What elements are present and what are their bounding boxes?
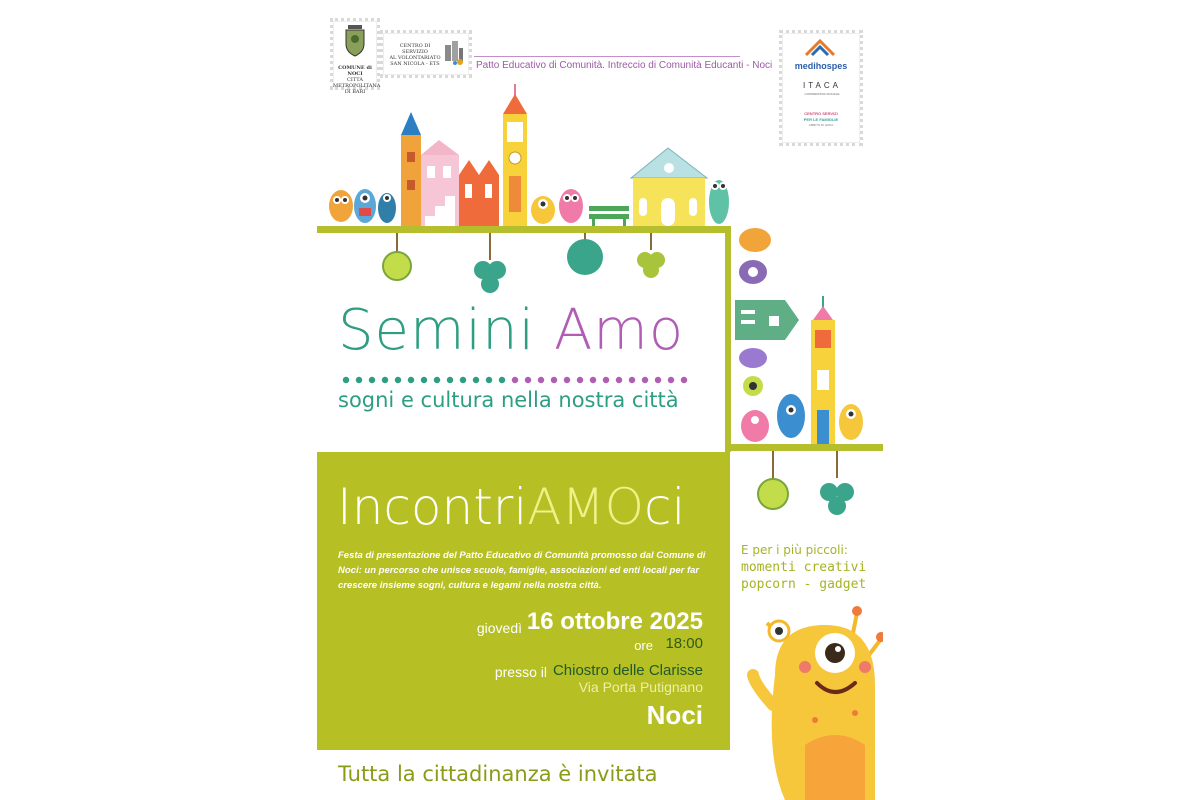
title-dot [512, 377, 518, 383]
pink-house [421, 140, 459, 226]
csv-line1: CENTRO DI SERVIZIO [399, 43, 431, 55]
comune-sub2: METROPOLITANA [333, 83, 381, 89]
main-title [338, 298, 684, 363]
hanging-fruits-lower [758, 451, 854, 515]
csv-emblem-icon [443, 39, 465, 67]
monster-orange [329, 190, 353, 222]
title-dot [434, 377, 440, 383]
invite-text: Tutta la cittadinanza è invitata [338, 762, 658, 786]
monster-yellow [531, 196, 555, 224]
monster-green-tall [709, 180, 729, 224]
bell-tower [503, 84, 527, 226]
title-dot [499, 377, 505, 383]
event-name [337, 478, 685, 536]
title-dot [616, 377, 622, 383]
partner3-line1: CENTRO SERVIZI [804, 111, 838, 116]
title-dot [460, 377, 466, 383]
medihospes-roof-icon [802, 37, 838, 59]
partner3-line2: PER LE FAMIGLIE [803, 117, 839, 122]
event-time-label: ore [634, 638, 653, 653]
kids-line3: popcorn - gadget [741, 577, 867, 592]
title-dot [369, 377, 375, 383]
csv-san-nicola-logo [380, 30, 472, 78]
coat-of-arms-icon [333, 21, 377, 61]
monster-teal [378, 193, 396, 223]
title-part2: Amo [553, 298, 685, 363]
title-part1: Semini [338, 298, 536, 363]
csv-line3: SAN NICOLA - ETS [390, 61, 440, 67]
title-dot [473, 377, 479, 383]
event-weekday: giovedì [476, 620, 522, 636]
title-dot [577, 377, 583, 383]
title-dot [356, 377, 362, 383]
title-dot [564, 377, 570, 383]
event-place-label: presso il [494, 664, 547, 680]
partner3-line3: AMBITO DI GIOIA [808, 123, 834, 127]
csv-line2: AL VOLONTARIATO [389, 55, 441, 61]
kids-line2: momenti creativi [741, 560, 867, 575]
partner2-name: ITACA [803, 81, 841, 90]
title-dot [629, 377, 635, 383]
hanging-fruits-top [383, 233, 665, 293]
event-street: Via Porta Putignano [578, 679, 703, 695]
event-place: Chiostro delle Clarisse [552, 662, 703, 679]
kids-info [741, 542, 866, 593]
event-time: 18:00 [665, 635, 703, 652]
title-dot [382, 377, 388, 383]
event-city: Noci [646, 700, 703, 730]
partner1-name: medihospes [794, 61, 848, 71]
top-shelf [317, 226, 730, 233]
title-dot [486, 377, 492, 383]
title-dot [447, 377, 453, 383]
tower-right [811, 296, 835, 444]
title-dots [342, 376, 694, 384]
event-name-part3: ci [643, 478, 686, 536]
event-date: 16 ottobre 2025 [526, 608, 703, 635]
yellow-monster-mascot [745, 605, 883, 800]
title-dot [668, 377, 674, 383]
blue-tower [401, 112, 421, 226]
title-dot [655, 377, 661, 383]
lower-shelf [725, 444, 883, 451]
title-dot [408, 377, 414, 383]
monster-blue [354, 189, 376, 223]
green-bench [589, 206, 629, 226]
event-description: Festa di presentazione del Patto Educativo di Comunità promosso dal Comune di Noci: un percorso che unisce scuole, famiglie, associazioni ed enti locali per far crescere insieme sogni, cultura e legami nella nostra città. [338, 550, 706, 591]
title-dot [551, 377, 557, 383]
title-dot [590, 377, 596, 383]
right-monsters [735, 228, 863, 442]
kids-line1: E per i più piccoli: [741, 543, 848, 557]
patto-educativo-text: Patto Educativo di Comunità. Intreccio di Comunità Educanti - Noci [476, 60, 773, 71]
yellow-church [631, 148, 707, 226]
title-dot [525, 377, 531, 383]
title-dot [395, 377, 401, 383]
title-dot [343, 377, 349, 383]
title-dot [642, 377, 648, 383]
vertical-shelf [725, 226, 731, 452]
event-name-part2: AMO [527, 478, 644, 536]
event-name-part1: Incontri [337, 478, 528, 536]
orange-house [459, 160, 499, 226]
title-dot [538, 377, 544, 383]
title-subtitle: sogni e cultura nella nostra città [338, 388, 679, 412]
comune-sub3: DI BARI [344, 89, 366, 95]
title-dot [681, 377, 687, 383]
title-dot [421, 377, 427, 383]
title-dot [603, 377, 609, 383]
partner2-sub: COOPERATIVA SOCIALE [804, 92, 840, 96]
comune-sub1: CITTÀ [347, 77, 363, 83]
monster-pink [559, 189, 583, 223]
header-divider [474, 56, 740, 57]
comune-name: COMUNE di NOCI [338, 65, 372, 77]
